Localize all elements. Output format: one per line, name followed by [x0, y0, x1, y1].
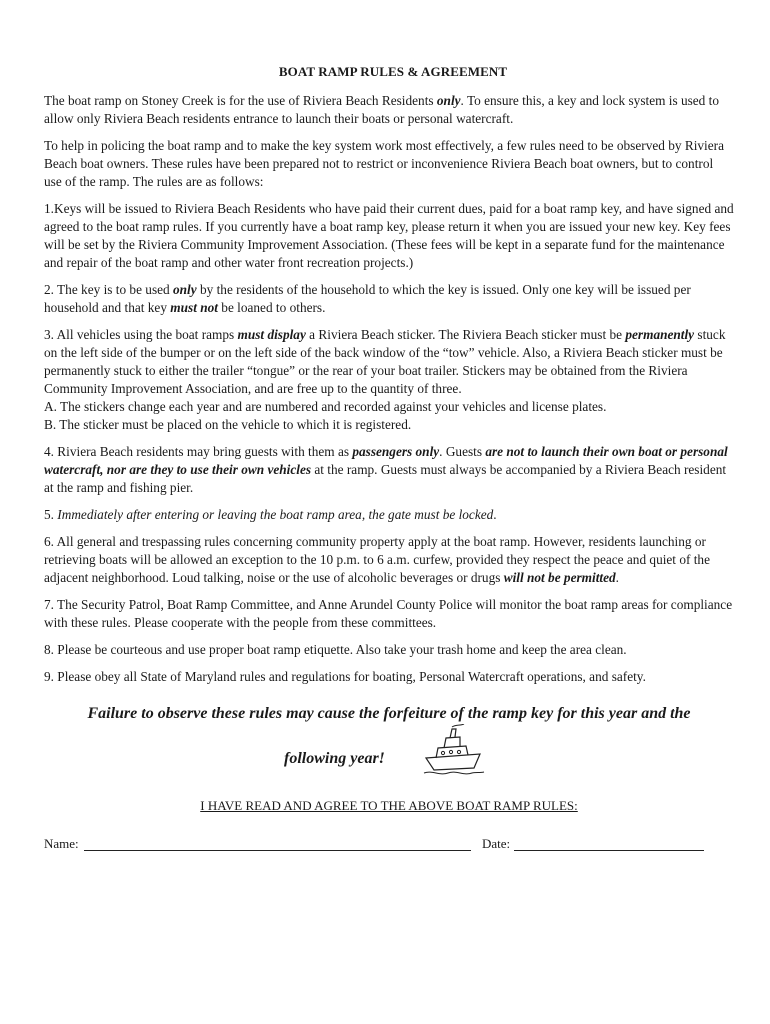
name-field[interactable] [84, 850, 471, 851]
rule-3: 3. All vehicles using the boat ramps must display a Riviera Beach sticker. The Riviera Beach sticker must be permanently stuck on the left side of the bumper or on the left side of the back window of the “tow” vehicle. Also, a Riviera Beach sticker must be permanently stuck to either the trailer “tongue” or the rear of your boat trailer. Stickers may be obtained from the Riviera Community Improvement Association, and are free up to the quantity of three. A. The stickers change each year and are numbered and recorded against your vehicles and license plates. B. The sticker must be placed on the vehicle to which it is registered. [44, 326, 734, 434]
intro-paragraph-1: The boat ramp on Stoney Creek is for the use of Riviera Beach Residents only. To ensure this, a key and lock system is used to allow only Riviera Beach residents entrance to launch their boats or personal watercraft. [44, 93, 719, 126]
rule-2: 2. The key is to be used only by the residents of the household to which the key is issued. Only one key will be issued per household and that key must not be loaned to others. [44, 282, 691, 315]
date-field[interactable] [514, 850, 704, 851]
document-title: BOAT RAMP RULES & AGREEMENT [278, 64, 508, 79]
boat-icon [422, 724, 486, 778]
signature-row [44, 828, 734, 858]
rule-7: 7. The Security Patrol, Boat Ramp Committee, and Anne Arundel County Police will monitor the boat ramp areas for compliance with these rules. Please cooperate with the people from these committees. [44, 597, 733, 630]
rule-3-sub-b: B. The sticker must be placed on the vehicle to which it is registered. [44, 417, 412, 432]
rule-4: 4. Riviera Beach residents may bring guests with them as passengers only. Guests are not to launch their own boat or personal watercraft, nor are they to use their own vehicles at the ramp. Guests must always be accompanied by a Riviera Beach resident at the ramp and fishing pier. [44, 444, 728, 495]
intro-paragraph-2: To help in policing the boat ramp and to make the key system work most effectively, a few rules need to be observed by Riviera Beach boat owners. These rules have been prepared not to restrict or inconvenience Riviera Beach boat owners, but to control use of the ramp. The rules are as follows: [44, 138, 724, 189]
rule-5: 5. Immediately after entering or leaving the boat ramp area, the gate must be locked. [44, 507, 497, 522]
rule-9: 9. Please obey all State of Maryland rules and regulations for boating, Personal Watercraft operations, and safety. [44, 669, 646, 684]
name-label: Name: [44, 836, 79, 851]
rule-3-sub-a: A. The stickers change each year and are numbered and recorded against your vehicles and license plates. [44, 399, 607, 414]
warning-line-1: Failure to observe these rules may cause the forfeiture of the ramp key for this year and the [87, 705, 691, 722]
document-page [44, 64, 734, 858]
rule-1: 1.Keys will be issued to Riviera Beach Residents who have paid their current dues, paid for a boat ramp key, and have signed and agreed to the boat ramp rules. If you currently have a boat ramp key, please return it when you are issued your new key. Key fees will be set by the Riviera Community Improvement Association. (These fees will be kept in a separate fund for the maintenance and repair of the boat ramp and other water front recreation projects.) [44, 201, 734, 270]
warning-row [44, 724, 734, 784]
warning-line-2: following year! [284, 750, 385, 767]
agreement-statement: I HAVE READ AND AGREE TO THE ABOVE BOAT RAMP RULES: [200, 798, 578, 813]
rule-6: 6. All general and trespassing rules concerning community property apply at the boat ramp. However, residents launching or retrieving boats will be allowed an exception to the 10 p.m. to 6 a.m. curfew, provided they respect the peace and quiet of the adjacent neighborhood. Loud talking, noise or the use of alcoholic beverages or drugs will not be permitted. [44, 534, 710, 585]
rule-8: 8. Please be courteous and use proper boat ramp etiquette. Also take your trash home and keep the area clean. [44, 642, 627, 657]
date-label: Date: [482, 836, 511, 851]
